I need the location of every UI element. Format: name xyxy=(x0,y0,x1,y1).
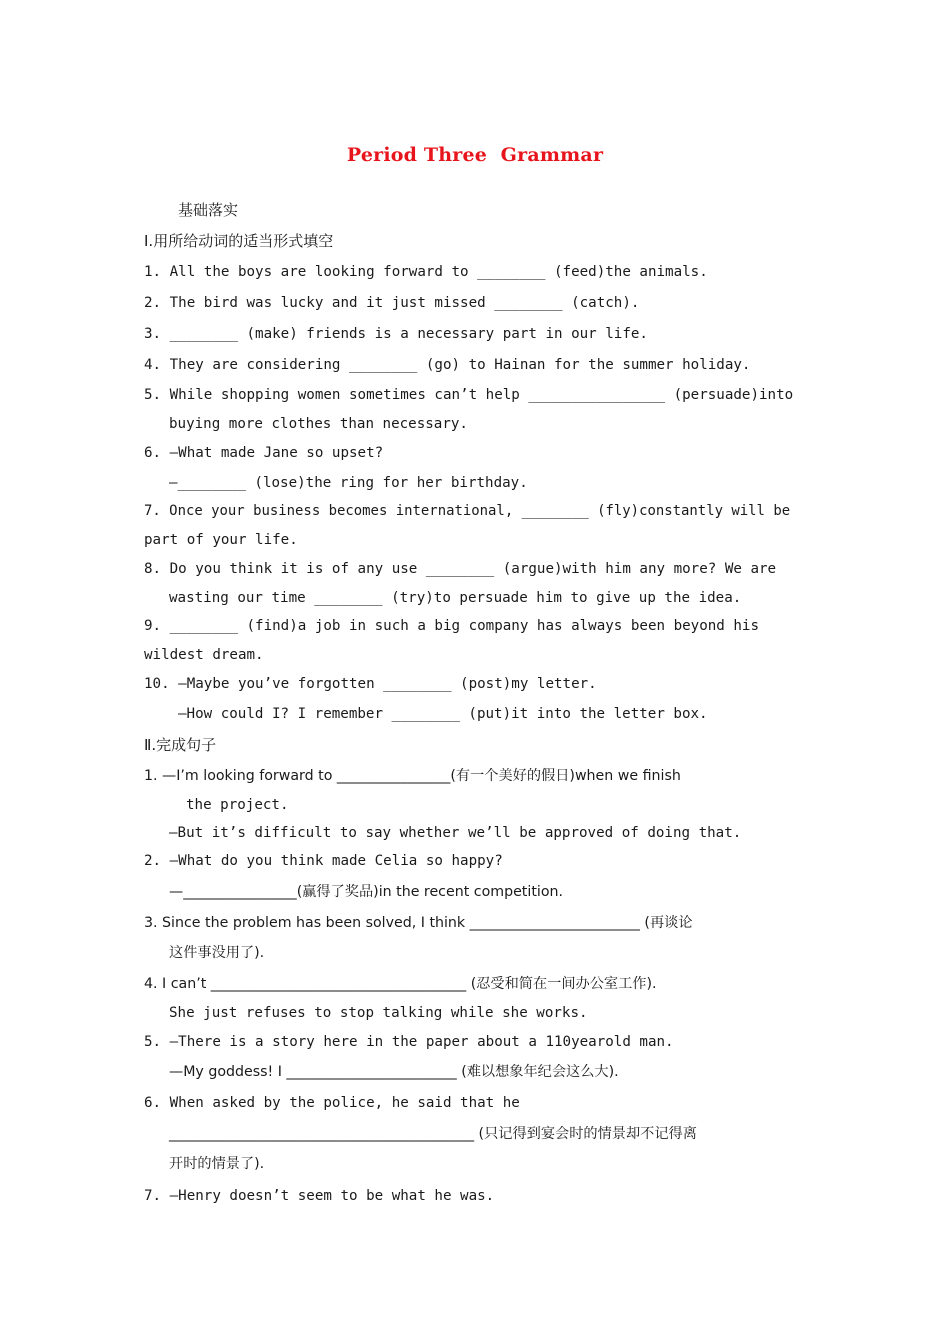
exercise-line: wasting our time ________ (try)to persuade him to give up the idea. xyxy=(169,590,742,606)
exercise-line: 5. —There is a story here in the paper about a 110yearold man. xyxy=(144,1034,674,1050)
exercise-line: —My goddess! I ________________________ (难以想象年纪会这么大). xyxy=(169,1064,619,1080)
exercise-line: 7. —Henry doesn’t seem to be what he was. xyxy=(144,1188,495,1204)
exercise-line: 9. ________ (find)a job in such a big company has always been beyond his xyxy=(144,618,759,634)
exercise-line: 3. Since the problem has been solved, I think ________________________ (再谈论 xyxy=(144,915,693,931)
exercise-line: 4. I can’t ____________________________________ (忍受和简在一间办公室工作). xyxy=(144,976,657,992)
exercise-line: 这件事没用了). xyxy=(169,945,265,961)
exercise-line: the project. xyxy=(186,797,289,813)
exercise-line: 8. Do you think it is of any use ________ (argue)with him any more? We are xyxy=(144,561,777,577)
exercise-line: 6. —What made Jane so upset? xyxy=(144,445,384,461)
page-title: Period Three Grammar xyxy=(346,144,604,166)
section1-heading: Ⅰ.用所给动词的适当形式填空 xyxy=(144,232,334,250)
exercise-line: 1. All the boys are looking forward to ________ (feed)the animals. xyxy=(144,264,708,280)
exercise-line: 6. When asked by the police, he said that he xyxy=(144,1095,520,1111)
exercise-line: buying more clothes than necessary. xyxy=(169,416,468,432)
exercise-line: —________ (lose)the ring for her birthday. xyxy=(169,475,528,491)
exercise-line: —But it’s difficult to say whether we’ll be approved of doing that. xyxy=(169,825,742,841)
exercise-line: —________________(赢得了奖品)in the recent competition. xyxy=(169,884,564,900)
exercise-line: 5. While shopping women sometimes can’t help ________________ (persuade)into xyxy=(144,387,794,403)
exercise-line: ___________________________________________ (只记得到宴会时的情景却不记得离 xyxy=(169,1126,697,1142)
exercise-line: 开时的情景了). xyxy=(169,1156,265,1172)
exercise-line: 2. —What do you think made Celia so happy? xyxy=(144,853,503,869)
exercise-line: 3. ________ (make) friends is a necessary part in our life. xyxy=(144,326,648,342)
exercise-line: 4. They are considering ________ (go) to Hainan for the summer holiday. xyxy=(144,357,751,373)
exercise-line: 2. The bird was lucky and it just missed ________ (catch). xyxy=(144,295,640,311)
exercise-line: wildest dream. xyxy=(144,647,264,663)
section2-heading: Ⅱ.完成句子 xyxy=(144,736,217,754)
subheading-basics: 基础落实 xyxy=(178,201,239,219)
exercise-line: 1. —I’m looking forward to ________________(有一个美好的假日)when we finish xyxy=(144,768,681,784)
exercise-line: She just refuses to stop talking while she works. xyxy=(169,1005,588,1021)
exercise-line: 7. Once your business becomes international, ________ (fly)constantly will be xyxy=(144,503,791,519)
exercise-line: —How could I? I remember ________ (put)it into the letter box. xyxy=(178,706,708,722)
exercise-line: part of your life. xyxy=(144,532,298,548)
exercise-line: 10. —Maybe you’ve forgotten ________ (post)my letter. xyxy=(144,676,597,692)
